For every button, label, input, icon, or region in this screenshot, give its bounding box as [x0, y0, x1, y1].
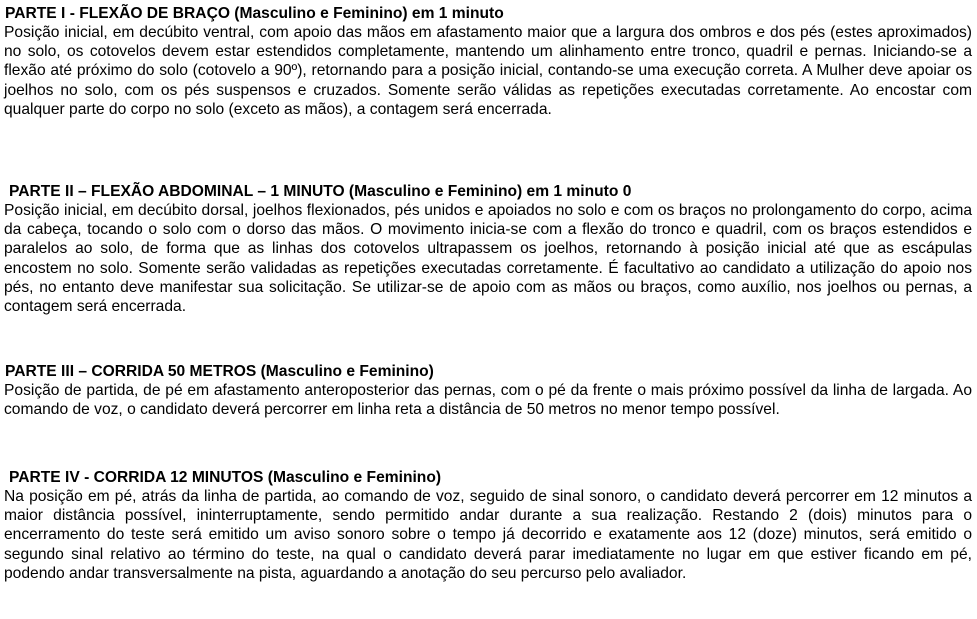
- section-parte-2-flexao-abdominal: [4, 182, 972, 316]
- section-heading: PARTE II – FLEXÃO ABDOMINAL – 1 MINUTO (Masculino e Feminino) em 1 minuto 0: [9, 183, 632, 200]
- section-body: Posição de partida, de pé em afastamento anteroposterior das pernas, com o pé da frente o mais próximo possível da linha de largada. Ao comando de voz, o candidato deverá percorrer em linha reta a distância de 50 metros no menor tempo possível.: [4, 382, 972, 419]
- section-parte-1-flexao-braco: [4, 4, 972, 119]
- section-body: Na posição em pé, atrás da linha de partida, ao comando de voz, seguido de sinal sonoro, o candidato deverá percorrer em 12 minutos a maior distância possível, ininterruptamente, sendo permitido andar durante a sua realização. Restando 2 (dois) minutos para o encerramento do teste será emitido um aviso sonoro sobre o tempo já decorrido e exatamente aos 12 (doze) minutos, será emitido o segundo sinal relativo ao término do teste, na qual o candidato deverá parar imediatamente no lugar em que estiver ficando em pé, podendo andar transversalmente na pista, aguardando a anotação do seu percurso pelo avaliador.: [4, 488, 972, 582]
- section-heading: PARTE I - FLEXÃO DE BRAÇO (Masculino e Feminino) em 1 minuto: [5, 5, 504, 22]
- section-parte-4-corrida-12min: [4, 468, 972, 583]
- section-parte-3-corrida-50m: [4, 362, 972, 419]
- section-body: Posição inicial, em decúbito ventral, com apoio das mãos em afastamento maior que a largura dos ombros e dos pés (estes aproximados) no solo, os cotovelos devem estar estendidos completamente, mantendo um alinhamento entre tronco, quadril e pernas. Iniciando-se a flexão até próximo do solo (cotovelo a 90º), retornando para a posição inicial, contando-se uma execução correta. A Mulher deve apoiar os joelhos no solo, com os pés suspensos e cruzados. Somente serão válidas as repetições executadas corretamente. Ao encostar com qualquer parte do corpo no solo (exceto as mãos), a contagem será encerrada.: [4, 24, 972, 118]
- section-body: Posição inicial, em decúbito dorsal, joelhos flexionados, pés unidos e apoiados no solo e com os braços no prolongamento do corpo, acima da cabeça, tocando o solo com o dorso das mãos. O movimento inicia-se com a flexão do tronco e quadril, com os braços estendidos e paralelos ao solo, de forma que as linhas dos cotovelos ultrapassem os joelhos, retornando à posição inicial até que as escápulas encostem no solo. Somente serão validadas as repetições executadas corretamente. É facultativo ao candidato a utilização do apoio nos pés, no entanto deve manifestar sua solicitação. Se utilizar-se de apoio com as mãos ou braços, como auxílio, nos joelhos ou pernas, a contagem será encerrada.: [4, 202, 972, 316]
- section-heading: PARTE IV - CORRIDA 12 MINUTOS (Masculino e Feminino): [9, 469, 442, 486]
- section-heading: PARTE III – CORRIDA 50 METROS (Masculino e Feminino): [5, 363, 434, 380]
